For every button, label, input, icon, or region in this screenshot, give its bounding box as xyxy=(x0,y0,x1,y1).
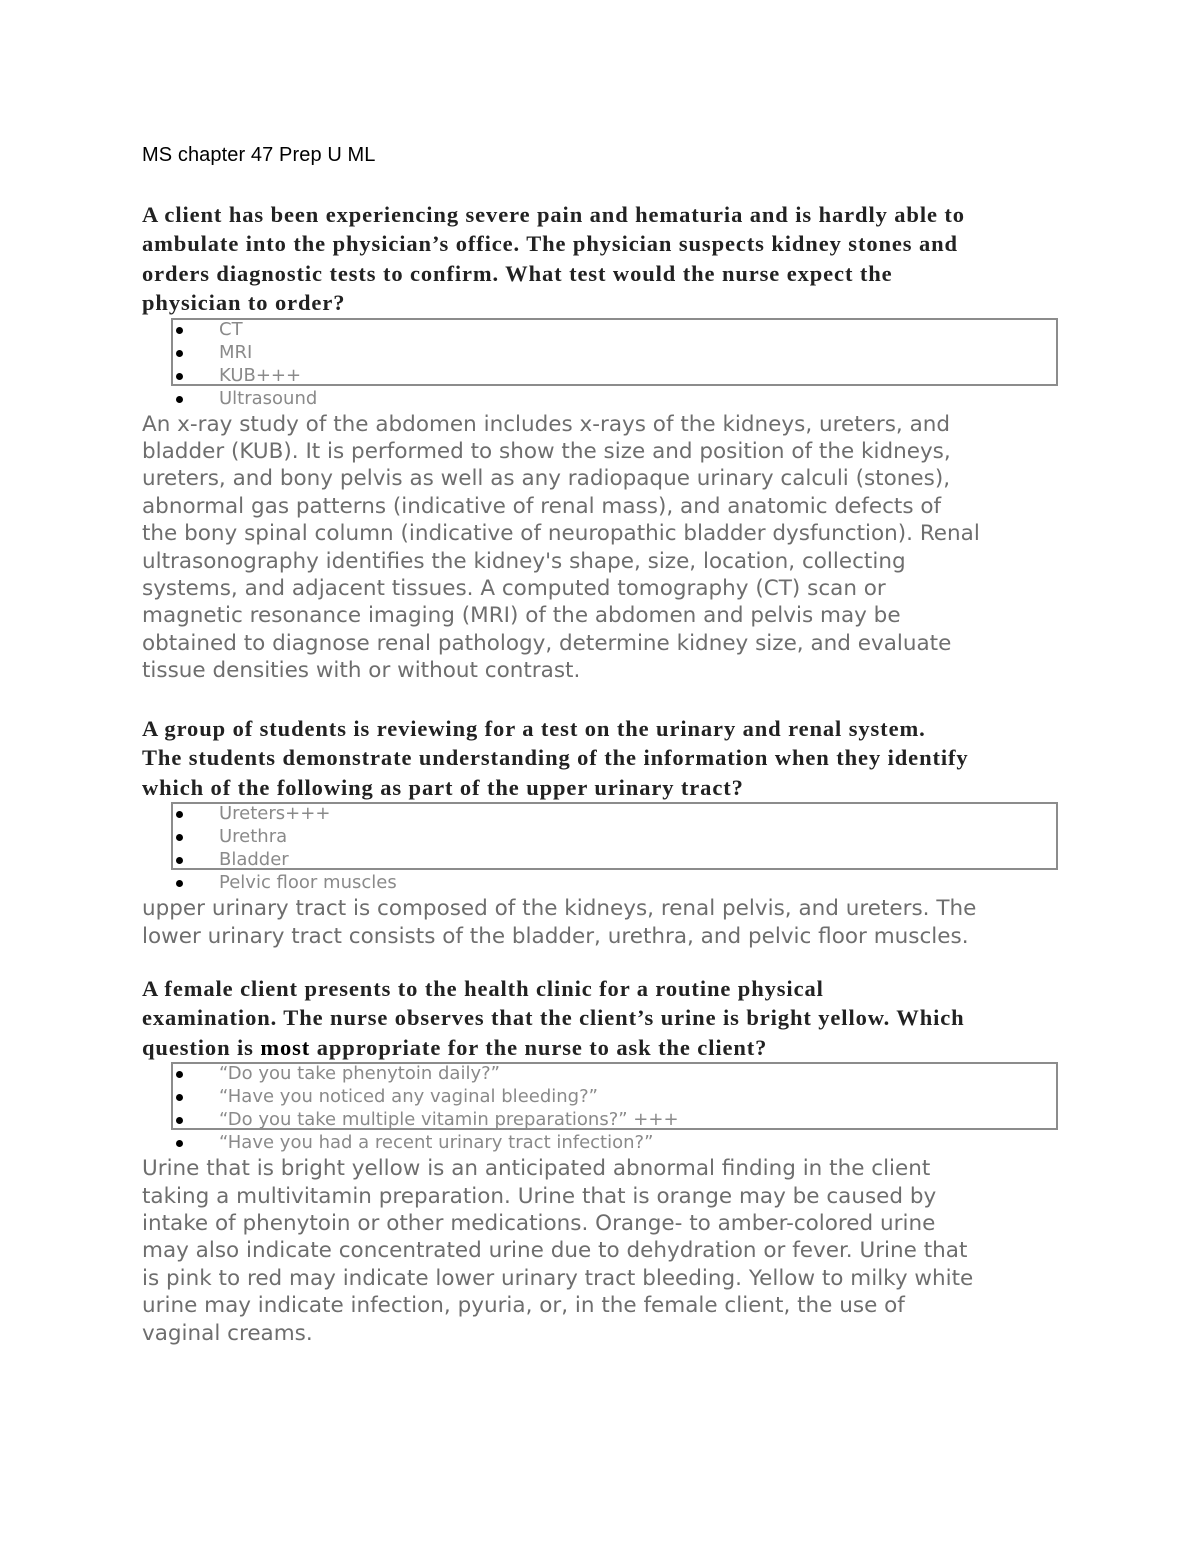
answer-option: Ultrasound xyxy=(142,387,1062,410)
bullet-icon xyxy=(176,396,183,403)
question-line: which of the following as part of the upper urinary tract? xyxy=(142,774,744,800)
question-line: A female client presents to the health clinic for a routine physical xyxy=(142,976,824,1001)
bullet-icon xyxy=(176,857,183,864)
answer-options xyxy=(142,802,1062,894)
question-line: The students demonstrate understanding of the information when they identify xyxy=(142,745,969,771)
rationale-text: An x-ray study of the abdomen includes x-rays of the kidneys, ureters, and bladder (KUB). It is performed to show the size and position of the kidneys, ureters, and bony pelvis as well as any radiopaque urinary calculi (stones), abnormal gas patterns (indicative of renal mass), and anatomic defects of the bony spinal column (indicative of neuropathic bladder dysfunction). Renal ultrasonography identifies the kidney's shape, size, location, collecting systems, and adjacent tissues. A computed tomography (CT) scan or magnetic resonance imaging (MRI) of the abdomen and pelvis may be obtained to diagnose renal pathology, determine kidney size, and evaluate tissue densities with or without contrast. xyxy=(142,411,980,684)
answer-options xyxy=(142,1062,1062,1154)
answer-option: Urethra xyxy=(142,825,1062,848)
bullet-icon xyxy=(176,1094,183,1101)
emphasis-word: most xyxy=(260,1034,311,1060)
question-block-2 xyxy=(142,714,1062,950)
question-block-3 xyxy=(142,974,1062,1347)
bullet-icon xyxy=(176,1117,183,1124)
answer-option: Pelvic floor muscles xyxy=(142,871,1062,894)
question-line: ambulate into the physician’s office. The physician suspects kidney stones and xyxy=(142,231,958,257)
bullet-icon xyxy=(176,811,183,818)
answer-option: “Have you had a recent urinary tract infection?” xyxy=(142,1131,1062,1154)
document-title: MS chapter 47 Prep U ML xyxy=(142,144,376,166)
answer-option: “Do you take phenytoin daily?” xyxy=(142,1062,1062,1085)
answer-option: KUB+++ xyxy=(142,364,1062,387)
question-line: question is most appropriate for the nurse to ask the client? xyxy=(142,1034,768,1060)
bullet-icon xyxy=(176,350,183,357)
answer-options xyxy=(142,318,1062,410)
answer-option: MRI xyxy=(142,341,1062,364)
question-line: orders diagnostic tests to confirm. What test would the nurse expect the xyxy=(142,260,893,286)
bullet-icon xyxy=(176,373,183,380)
question-block-1 xyxy=(142,200,1062,685)
answer-option: Ureters+++ xyxy=(142,802,1062,825)
bullet-icon xyxy=(176,327,183,334)
question-text xyxy=(142,974,1062,1062)
question-line: physician to order? xyxy=(142,290,346,316)
question-text xyxy=(142,714,1062,802)
question-line: A client has been experiencing severe pain and hematuria and is hardly able to xyxy=(142,202,965,227)
bullet-icon xyxy=(176,1140,183,1147)
answer-option: “Do you take multiple vitamin preparations?” +++ xyxy=(142,1108,1062,1131)
bullet-icon xyxy=(176,880,183,887)
rationale-text: upper urinary tract is composed of the kidneys, renal pelvis, and ureters. The lower urinary tract consists of the bladder, urethra, and pelvic floor muscles. xyxy=(142,896,977,949)
bullet-icon xyxy=(176,1071,183,1078)
answer-option: “Have you noticed any vaginal bleeding?” xyxy=(142,1085,1062,1108)
answer-option: Bladder xyxy=(142,848,1062,871)
rationale-text: Urine that is bright yellow is an anticipated abnormal finding in the client taking a multivitamin preparation. Urine that is orange may be caused by intake of phenytoin or other medications. Orange- to amber-colored urine may also indicate concentrated urine due to dehydration or fever. Urine that is pink to red may indicate lower urinary tract bleeding. Yellow to milky white urine may indicate infection, pyuria, or, in the female client, the use of vaginal creams. xyxy=(142,1156,974,1346)
answer-option: CT xyxy=(142,318,1062,341)
question-line: A group of students is reviewing for a test on the urinary and renal system. xyxy=(142,716,926,741)
question-line: examination. The nurse observes that the client’s urine is bright yellow. Which xyxy=(142,1005,965,1031)
question-text xyxy=(142,200,1062,318)
bullet-icon xyxy=(176,834,183,841)
